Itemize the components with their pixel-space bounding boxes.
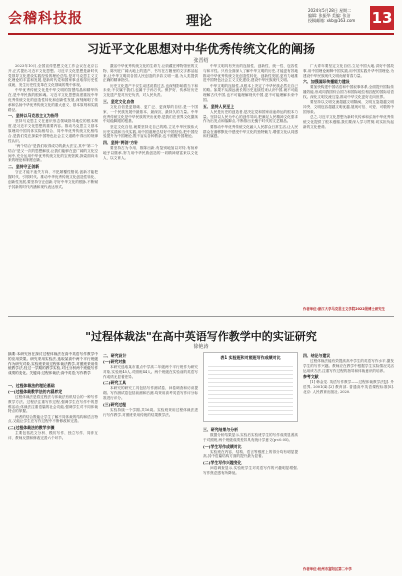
article2-column-1	[8, 382, 98, 572]
article1-column-1	[8, 64, 98, 310]
section-heading: 一、坚持以马克思主义为指导	[8, 113, 59, 119]
paragraph: [1] 韩金龙. 英语写作教学——过程体裁教学法[J]. 外语界, 2001(4).[2] 教育部. 普通高中英语课程标准[S]. 北京: 人民教育出版社, 2020.	[303, 380, 394, 394]
paragraph: 实验班在内容、结构、语言等维度上的得分均有明显提高,其中语篇结构方面的提升最为显著。	[203, 449, 298, 459]
section-heading: 三、研究结果与分析	[203, 427, 239, 432]
paragraph: 数据分析结果显示,实验后实验班学生的写作成绩显著高于对照班,两个班级成绩差异具有统计学意义(p<0.05)。	[203, 433, 298, 442]
section-heading: 六、加强国际传播能力建设	[303, 79, 350, 85]
newspaper-logo: 会稽科技报	[8, 11, 83, 27]
contact-email: 投稿邮箱: xkb@163.com	[308, 18, 356, 23]
paragraph: 要加快构建中国话语和中国叙事体系,全面提升国际传播效能,形成同我国综合国力和国际地位相匹配的国际话语权。深化文明交流互鉴,推动中华文化更好走向世界。	[303, 85, 394, 99]
section-heading: 一、过程体裁法的理论基础	[8, 383, 55, 388]
section-heading: (一)过程体裁教学法的内涵界定	[8, 389, 63, 394]
paragraph: 总之,习近平文化思想为新时代传承和弘扬中华优秀传统文化提供了根本遵循,我们要深入学习贯彻,切实担负起新的文化使命。	[303, 115, 394, 129]
article2-title: "过程体裁法"在高中英语写作教学中的实证研究	[85, 330, 317, 343]
paragraph: 2023年10月,全国宣传思想文化工作会议在北京召开,正式提出习近平文化思想。习近平文化思想是新时代党领导文化建设实践经验的理论总结,是对马克思主义文化理论的丰富和发展,是新时代党和国家事业取得历史性成就、发生历史性变革在文化领域的集中体现。	[8, 64, 98, 88]
masthead	[8, 6, 394, 34]
paragraph: 要坚持古为今用、推陈出新,有鉴别地加以对待,有扬弃地予以继承,努力用中华民族创造的一切精神财富来以文化人、以文育人。	[103, 146, 198, 160]
article1-title: 习近平文化思想对中华优秀传统文化的阐扬	[86, 42, 315, 56]
paragraph: 文化自信是更基础、更广泛、更深厚的自信,是一个国家、一个民族发展中最基本、最深沉、最持久的力量。中华优秀传统文化是中华民族的突出优势,是我们在世界文化激荡中站稳脚跟的根基。	[103, 105, 198, 124]
issue-meta	[308, 8, 370, 23]
paragraph: 中华文明具有突出的连续性、创新性、统一性、包容性与和平性。只有全面深入了解中华文明的历史,才能更有效地推动中华优秀传统文化创造性转化、创新性发展,更有力地推进中国特色社会主义文化建设,建设中华民族现代文明。	[203, 64, 298, 83]
paragraph: 要推动中华优秀传统文化融入人民群众日常生活,让人民群众在潜移默化中感受中华文化的独特魅力,增强文化认同感和归属感。	[203, 124, 298, 139]
section-heading: (一)研究对象	[103, 359, 127, 364]
section-title: 理论	[186, 14, 213, 29]
section-heading: 参考文献	[303, 374, 319, 380]
header-rule	[8, 33, 394, 35]
page-number: 13	[370, 6, 394, 30]
section-heading: 五、坚持人民至上	[203, 103, 235, 109]
paragraph: 要坚持以文明交流超越文明隔阂、文明互鉴超越文明冲突、文明包容超越文明优越,展现可信、可爱、可敬的中国形象。	[303, 100, 394, 114]
paragraph: "两个结合"是我们取得成功的最大法宝,其中"第二个结合"是又一次的思想解放,让我们能够在更广阔的文化空间中,充分运用中华优秀传统文化的宝贵资源,探索面向未来的理论和制度创新。	[8, 143, 98, 163]
data-table-figure	[203, 352, 298, 422]
paragraph: 激活中华优秀传统文化的生命力,让收藏在博物馆里的文物、陈列在广阔大地上的遗产、书写在古籍里的文字都活起来,让中华文明同各国人民创造的多彩文明一道,为人类提供正确的精神指引。	[103, 64, 198, 83]
paragraph: 中华文明的连续性,从根本上决定了中华民族必然走自己的路。如果不从源远流长的历史连续性来认识中国,就不可能理解古代中国,也不可能理解现代中国,更不可能理解未来中国。	[203, 83, 298, 103]
paragraph: 主要包括范文分析、模仿写作、独立写作、同伴互评、教师反馈和修改完善六个环节。	[8, 431, 98, 441]
article2-column-3	[203, 426, 298, 572]
article-separator	[8, 316, 394, 317]
section-heading: (一)学生写作成绩对比	[203, 443, 242, 449]
paragraph: 问卷调查显示,实验班学生对英语写作的兴趣明显增强,写作焦虑感有所降低。	[203, 466, 298, 475]
article1-column-2	[103, 64, 198, 310]
section-heading: 四、坚持"两创"方针	[103, 140, 139, 146]
paragraph: 本研究选取某市重点中学高二年级两个平行班作为研究对象,实验班45人,对照班44人。两个班级在实验前的英语写作成绩无显著差异。	[103, 365, 198, 379]
section-heading: (二)学生写作兴趣变化	[203, 460, 242, 466]
paragraph: 本研究的研究工具包括写作测试卷、问卷调查和访谈提纲。写作测试卷包括前测和后测,均采用高考英语写作评分标准进行评分。	[103, 386, 198, 400]
section-heading: 二、研究设计	[103, 353, 127, 358]
paragraph: 人民是历史的创造者,是决定党和国家前途命运的根本力量。坚持以人民为中心的创作导向,把满足人民精神文化需求作为出发点和落脚点,不断推出无愧于时代的文艺精品。	[203, 109, 298, 124]
paragraph: 守正才能不迷失方向、不犯颠覆性错误,创新才能把握时代、引领时代。推动中华优秀传统文化创造性转化、创新性发展,要坚持守正创新,守好中华文化的根脉,不断赋予其新的时代内涵和现代表达形式。	[8, 170, 98, 189]
section-heading: (二)过程体裁法的教学步骤	[8, 425, 55, 431]
editor-line: 编辑: 张振华 美编: 张洁	[308, 13, 351, 18]
paragraph: 实验持续一个学期,共16周。实验班采用过程体裁法进行写作教学,对照班采用传统的结果教学法。	[103, 407, 198, 417]
section-heading: 三、坚定文化自信	[103, 99, 135, 105]
section-heading: 四、结论与建议	[303, 353, 331, 358]
article1-column-4	[303, 64, 394, 304]
paragraph: 历史文化遗产不仅生动述说着过去,也深刻影响着当下和未来;不仅属于我们,也属于子孙万代。保护好、传承好历史文化遗产是对历史负责、对人民负责。	[103, 83, 198, 98]
paragraph: 坚定文化自信,就要坚持走自己的路,立足中华民族伟大历史实践和当代实践,用中国道理总结好中国经验,把中国经验提升为中国理论,既不盲从各种教条,也不照搬外国理论。	[103, 124, 198, 139]
paragraph: 坚持马克思主义在意识形态领域指导地位的根本制度,是习近平文化思想的重要内容。推动马克思主义基本原理同中国具体实际相结合、同中华优秀传统文化相结合,是我们党在探索中国特色社会主义道路中得出的规律性认识。	[8, 119, 98, 143]
section-heading: (三)研究过程	[103, 401, 127, 407]
paragraph: 广大青年要坚定文化自信,立足中国大地,讲好中国故事,用中国理论阐释中国实践,用中国实践升华中国理论,为建设中华民族现代文明贡献青春力量。	[303, 64, 394, 78]
paragraph: 中华优秀传统文化是中华文明的智慧结晶和精华所在,是中华民族的根和魂。习近平文化思想高度重视中华优秀传统文化的创造性转化和创新性发展,深刻阐明了传承和弘扬中华优秀传统文化的重大意义、基本原则和实践路径。	[8, 88, 98, 112]
article2-author-note: 作者单位:杭州市富阳区第二中学	[303, 567, 352, 571]
paragraph: 过程体裁法能有效提高高中学生的英语写作水平,激发学生的写作兴趣。教师应在教学中根据学生实际情况灵活运用该方法,注重写作过程的指导和体裁意识的培养。	[303, 359, 394, 373]
article1-author: 张晋绍	[193, 58, 209, 64]
article2-author: 徐艳涛	[193, 344, 209, 350]
article2-column-2	[103, 352, 198, 572]
section-heading: (二)研究工具	[103, 380, 127, 386]
paragraph: 两者的结合既能让学生了解不同体裁的结构和语言特点,又能让学生在写作过程中不断修改和完善。	[8, 414, 98, 424]
table-body	[208, 363, 293, 417]
article2-abstract: 摘要:本研究旨在探讨过程体裁法在高中英语写作教学中的应用效果。研究采用实验法,选取某高中两个平行班级作为研究对象,实验班采用过程体裁法教学,对照班采用传统教学法,经过一学期的教学实验,对比分析两个班级写作成绩的变化。关键词:过程体裁法;高中英语;写作教学	[8, 352, 98, 376]
paragraph: 过程体裁法是将过程法与体裁法有机结合的一种写作教学方法。过程法注重写作过程,强调学生在写作中的思维活动;体裁法注重语篇的社会功能,强调学生对不同体裁特点的掌握。	[8, 395, 98, 414]
article2-column-4	[303, 352, 394, 562]
section-heading: 二、坚持守正创新	[8, 164, 40, 170]
issue-date: 2024年5月28日 星期二	[308, 8, 352, 13]
article1-column-3	[203, 64, 298, 310]
article1-author-note: 作者单位:浙江大学马克思主义学院2022级博士研究生	[303, 307, 385, 311]
table-caption: 表1 实验班和对照班写作成绩对比	[220, 355, 281, 360]
